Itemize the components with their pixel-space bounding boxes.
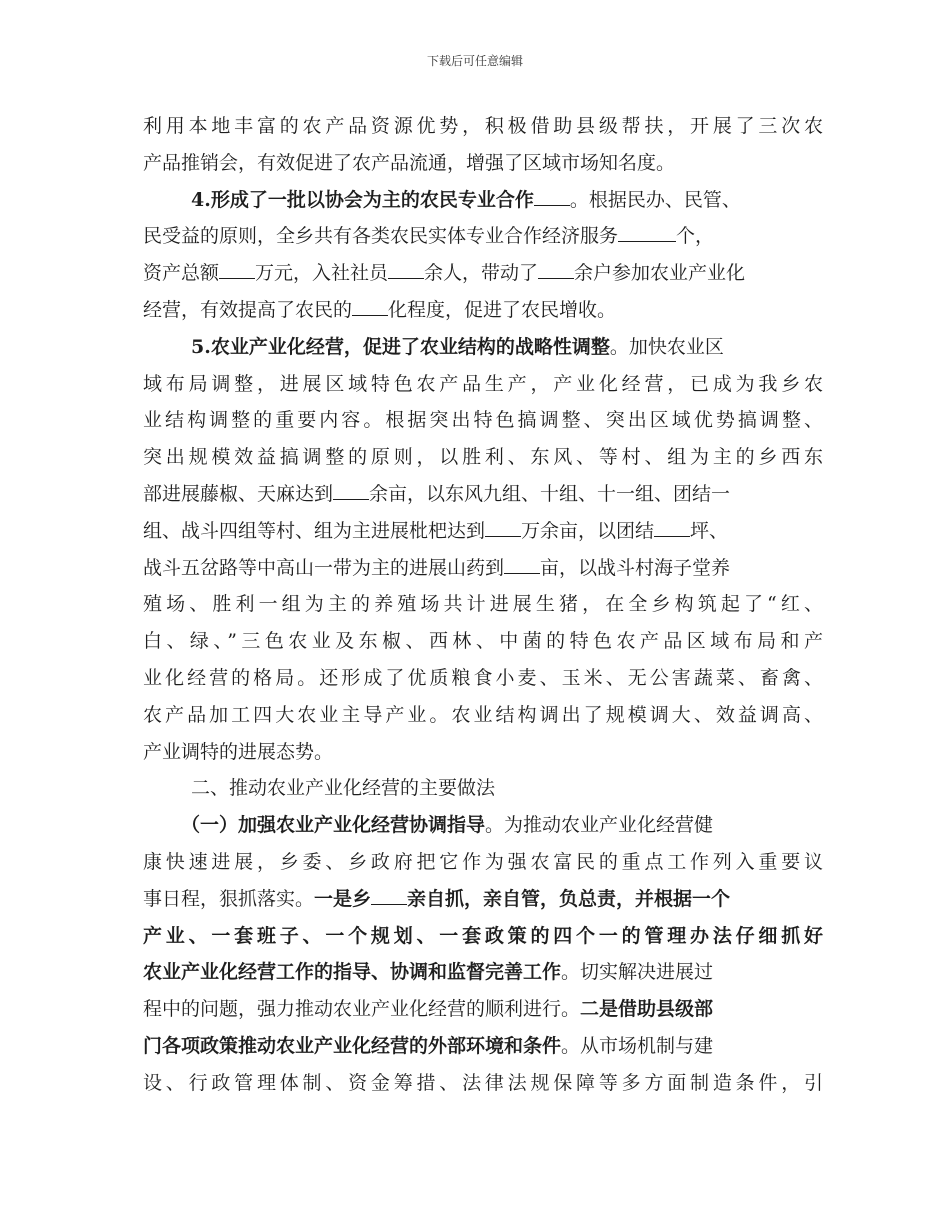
text-line: 利用本地丰富的农产品资源优势，积极借助县级帮扶，开展了三次农 — [143, 115, 823, 137]
fill-blank — [371, 903, 407, 905]
text-line: 业结构调整的重要内容。根据突出特色搞调整、突出区域优势搞调整、 — [143, 409, 823, 432]
fill-blank — [388, 277, 424, 279]
fill-blank — [485, 535, 521, 537]
text-line: 农产品加工四大农业主导产业。农业结构调出了规模调大、效益调高、 — [143, 703, 823, 726]
fill-blank — [504, 572, 540, 574]
text-line: 产业、一套班子、一个规划、一套政策的四个一的管理办法仔细抓好 — [143, 924, 823, 947]
text-line: 突出规模效益搞调整的原则，以胜利、东风、等村、组为主的乡西东 — [143, 446, 823, 469]
text-line: 民受益的原则，全乡共有各类农民实体专业合作经济服务 个， — [143, 225, 715, 248]
document-body — [143, 108, 823, 1102]
text-line: 设、行政管理体制、资金筹措、法律法规保障等多方面制造条件，引 — [143, 1071, 823, 1094]
fill-blank — [654, 535, 690, 537]
text-line: 殖场、胜利一组为主的养殖场共计进展生猪，在全乡构筑起了“红、 — [143, 593, 823, 616]
text-line: 资产总额 万元，入社社员 余人，带动了 余户参加农业产业化 — [143, 262, 746, 285]
text-line: 部进展藤椒、天麻达到 余亩，以东风九组、十组、十一组、团结一 — [143, 482, 731, 505]
fill-blank — [538, 277, 574, 279]
text-line: 事日程，狠抓落实。一是乡 亲自抓，亲自管，负总责，并根据一个 — [143, 887, 731, 910]
subsection-heading-1: （一）加强农业产业化经营协调指导。为推动农业产业化经营健 — [181, 814, 714, 837]
fill-blank — [333, 498, 369, 500]
text-line: 组、战斗四组等村、组为主进展枇杷达到 万余亩，以团结 坪、 — [143, 519, 729, 542]
text-line: 农业产业化经营工作的指导、协调和监督完善工作。切实解决进展过 — [143, 961, 714, 984]
section-heading-2: 二、推动农业产业化经营的主要做法 — [191, 777, 496, 800]
fill-blank — [352, 314, 388, 316]
fill-blank — [534, 204, 570, 206]
fill-blank — [618, 240, 676, 242]
text-line: 康快速进展，乡委、乡政府把它作为强农富民的重点工作列入重要议 — [143, 850, 823, 873]
text-line: 程中的问题，强力推动农业产业化经营的顺利进行。二是借助县级部 — [143, 998, 714, 1021]
text-line: 业化经营的格局。还形成了优质粮食小麦、玉米、无公害蔬菜、畜禽、 — [143, 666, 823, 689]
page-header: 下载后可任意编辑 — [426, 54, 523, 68]
text-line: 产业调特的进展态势。 — [143, 740, 334, 763]
text-line: 白、绿、”三色农业及东椒、西林、中菌的特色农产品区域布局和产 — [143, 630, 823, 653]
section-heading-5: 5.农业产业化经营，促进了农业结构的战略性调整。加快农业区 — [191, 335, 724, 358]
text-line: 经营，有效提高了农民的 化程度，促进了农民增收。 — [143, 298, 617, 321]
text-line: 产品推销会，有效促进了农产品流通，增强了区域市场知名度。 — [143, 151, 676, 174]
text-line: 域布局调整，进展区域特色农产品生产，产业化经营，已成为我乡农 — [143, 372, 823, 395]
text-line: 门各项政策推动农业产业化经营的外部环境和条件。从市场机制与建 — [143, 1034, 714, 1057]
text-line: 战斗五岔路等中高山一带为主的进展山药到 亩，以战斗村海子堂养 — [143, 556, 731, 579]
fill-blank — [219, 277, 255, 279]
section-heading-4: 4.形成了一批以协会为主的农民专业合作 。根据民办、民管、 — [191, 188, 741, 211]
